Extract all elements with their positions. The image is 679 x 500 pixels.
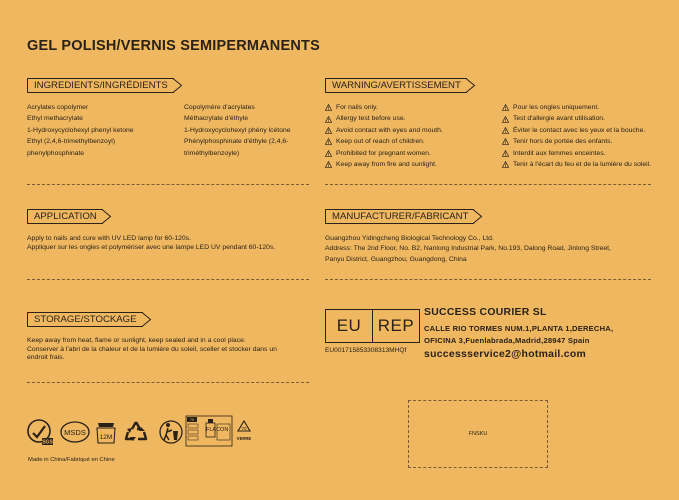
list-item: Éviter le contact avec les yeux et la bouche. <box>502 125 651 136</box>
manufacturer-text: Guangzhou Yidingcheng Biological Technology Co., Ltd. Address: The 2nd Floor, No. B2, Nanlong Industrial Park, No.193, Dalong Road, Jinlong Street, Panyu District, Guangzhou, Guangdong, China <box>325 235 611 263</box>
divider <box>27 382 309 383</box>
list-item: Ethyl methacrylate <box>27 115 83 123</box>
list-item: Avoid contact with eyes and mouth. <box>325 125 443 136</box>
list-item: phenylphosphinate <box>27 149 85 157</box>
eu-rep-contact <box>424 307 613 360</box>
warning-triangle-icon <box>502 116 509 123</box>
fnsku-box <box>408 400 548 468</box>
ingredients-english <box>27 102 134 159</box>
divider <box>27 184 309 185</box>
warning-triangle-icon <box>502 138 509 145</box>
divider <box>325 184 651 185</box>
recycle-icon <box>124 420 148 444</box>
warning-heading: WARNING/AVERTISSEMENT <box>325 78 476 93</box>
eu-rep-address-line: OFICINA 3,Fuenlabrada,Madrid,28947 Spain <box>424 336 590 345</box>
warning-triangle-icon <box>502 104 509 111</box>
warning-triangle-icon <box>502 161 509 168</box>
page-title: GEL POLISH/VERNIS SEMIPERMANENTS <box>27 38 320 54</box>
list-item: Méthacrylate d'éthyle <box>184 115 249 123</box>
list-item: Copolymère d'acrylates <box>184 104 255 111</box>
list-item: Allergy test before use. <box>325 113 443 124</box>
warning-triangle-icon <box>325 161 332 168</box>
storage-heading: STORAGE/STOCKAGE <box>27 312 152 327</box>
list-item: Test d'allergie avant utilisation. <box>502 113 651 124</box>
svg-text:70: 70 <box>190 418 194 422</box>
application-text: Apply to nails and cure with UV LED lamp for 60-120s. Appliquer sur les ongles et polymériser avec une lampe LED UV pendant 60-120s. <box>27 235 276 252</box>
list-item: Phénylphosphinate d'éthyle (2,4,6- <box>184 138 289 146</box>
warning-triangle-icon <box>502 127 509 134</box>
list-item: Tenir à l'écart du feu et de la lumière du soleil. <box>502 159 651 170</box>
tidyman-icon <box>159 418 183 446</box>
list-item: Interdit aux femmes enceintes. <box>502 148 651 159</box>
warning-triangle-icon <box>325 116 332 123</box>
manufacturer-heading: MANUFACTURER/FABRICANT <box>325 209 483 224</box>
list-item: Keep away from fire and sunlight. <box>325 159 443 170</box>
list-item: 1-Hydroxycyclohexyl phenyl ketone <box>27 126 134 134</box>
warning-triangle-icon <box>325 138 332 145</box>
application-heading: APPLICATION <box>27 209 112 224</box>
list-item: Prohibited for pregnant women. <box>325 148 443 159</box>
eu-rep-code: EU001715853308313MHQf <box>325 347 407 354</box>
list-item: Acrylates copolymer <box>27 104 89 111</box>
storage-text: Keep away from heat, flame or sunlight, keep sealed and in a cool place. Conserver à l'abri de la chaleur et de la lumière du soleil, sceller et stocker dans un endroit frais. <box>27 337 277 362</box>
recycle-70-verre-icon <box>236 419 252 445</box>
divider <box>27 279 309 280</box>
list-item: For nails only. <box>325 102 443 113</box>
warning-triangle-icon <box>325 150 332 157</box>
ingredients-french <box>184 102 291 159</box>
pao-12m-icon <box>95 419 117 445</box>
list-item: Pour les ongles uniquement. <box>502 102 651 113</box>
msds-icon <box>60 421 90 443</box>
warning-triangle-icon <box>325 104 332 111</box>
made-in-label: Made in China/Fabriqué en Chine <box>28 457 115 463</box>
eu-rep-address-line: CALLE RIO TORMES NUM.1,PLANTA 1,DERECHA, <box>424 324 614 333</box>
svg-text:SGS: SGS <box>42 439 53 446</box>
list-item: Ethyl (2,4,6-trimethylbenzoyl) <box>27 138 116 146</box>
list-item: Tenir hors de portée des enfants. <box>502 136 651 147</box>
ingredients-heading: INGREDIENTS/INGRÉDIENTS <box>27 78 183 93</box>
divider <box>325 279 651 280</box>
flacon-label: FLACON <box>206 427 229 433</box>
eu-label: EU <box>336 316 362 335</box>
list-item: Keep out of reach of children. <box>325 136 443 147</box>
list-item: 1-Hydroxycyclohexyl phény lcétone <box>184 126 291 134</box>
list-item: triméthylbenzoyle) <box>184 149 240 157</box>
fnsku-label: FNSKU <box>468 431 488 437</box>
eu-rep-company: SUCCESS COURIER SL <box>424 307 547 318</box>
warning-triangle-icon <box>502 150 509 157</box>
rep-label: REP <box>372 310 419 342</box>
eu-rep-box <box>325 309 420 343</box>
svg-text:VERRE: VERRE <box>236 436 252 441</box>
warning-triangle-icon <box>325 127 332 134</box>
warning-french <box>502 102 651 170</box>
sgs-icon <box>26 419 54 446</box>
svg-text:MSDS: MSDS <box>64 428 86 437</box>
svg-text:12M: 12M <box>99 434 113 441</box>
svg-text:70: 70 <box>241 426 247 431</box>
warning-english <box>325 102 443 170</box>
eu-rep-email: successservice2@hotmail.com <box>424 349 587 360</box>
